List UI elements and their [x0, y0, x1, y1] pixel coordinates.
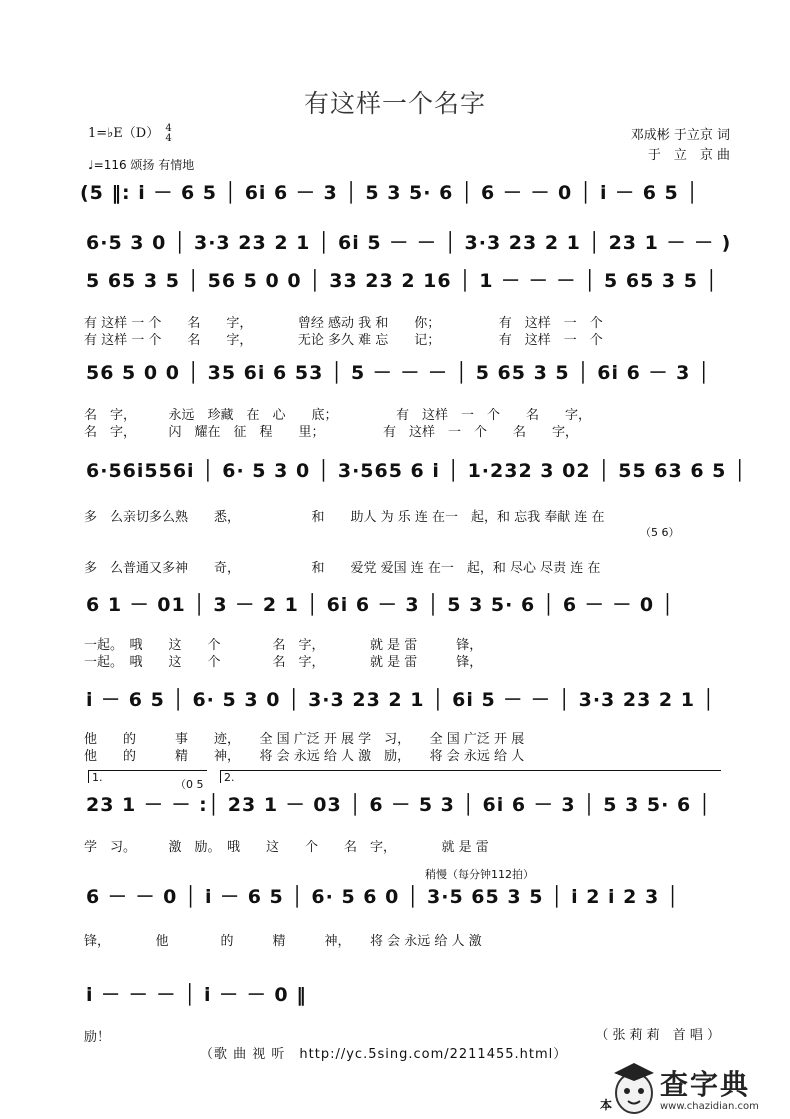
- time-top: 4: [165, 122, 172, 134]
- site-mark: 本: [600, 1098, 613, 1112]
- notation-row-1: (5 ‖: i － 6 5 │ 6i 6 － 3 │ 5 3 5· 6 │ 6 － － 0 │ i － 6 5 │: [80, 182, 699, 204]
- volta-1-label: 1.: [92, 771, 103, 784]
- lyric-line: 名 字， 永远 珍藏 在 心 底； 有 这样 一 个 名 字，: [84, 408, 592, 423]
- notation-row-4: 56 5 0 0 │ 35 6i 6 53 │ 5 － － － │ 5 65 3 5 │ 6i 6 － 3 │: [86, 362, 711, 384]
- time-bottom: 4: [165, 132, 172, 144]
- volta-2-bracket: [220, 770, 721, 783]
- logo-text: 查字典: [660, 1068, 751, 1101]
- tempo-change: 稍慢（每分钟112拍）: [425, 868, 534, 881]
- notation-row-8: 23 1 － － :│ 23 1 － 03 │ 6 － 5 3 │ 6i 6 － 3 │ 5 3 5· 6 │: [86, 794, 712, 816]
- volta-note: （0 5: [175, 778, 204, 791]
- tempo-marking: ♩=116 颂扬 有情地: [88, 158, 195, 172]
- notation-row-5: 6·56i556i │ 6· 5 3 0 │ 3·565 6 i │ 1·232 3 02 │ 55 63 6 5 │: [86, 460, 747, 482]
- composer: 于 立 京 曲: [647, 148, 730, 163]
- lyric-line: 有 这样 一 个 名 字， 无论 多久 难 忘 记； 有 这样 一 个: [84, 333, 603, 348]
- lyric-line: 有 这样 一 个 名 字， 曾经 感动 我 和 你； 有 这样 一 个: [84, 316, 603, 331]
- lyricist: 邓成彬 于立京 词: [630, 128, 730, 143]
- logo-url: www.chazidian.com: [660, 1101, 759, 1112]
- lyric-note: （5 6）: [640, 526, 680, 539]
- lyric-line: 学 习。 激 励。 哦 这 个 名 字， 就 是 雷: [84, 840, 489, 855]
- time-signature: [165, 124, 171, 144]
- lyric-line: 励！: [84, 1030, 111, 1045]
- lyric-line: 一起。 哦 这 个 名 字， 就 是 雷 锋，: [84, 638, 483, 653]
- lyric-line: 锋， 他 的 精 神， 将 会 永远 给 人 激: [84, 934, 482, 949]
- student-mascot-icon: [608, 1059, 660, 1117]
- singer-credit: （ 张 莉 莉 首 唱 ）: [595, 1028, 720, 1043]
- lyric-line: 他 的 精 神， 将 会 永远 给 人 激 励， 将 会 永远 给 人: [84, 749, 525, 764]
- lyric-line: 名 字， 闪 耀在 征 程 里； 有 这样 一 个 名 字，: [84, 425, 579, 440]
- lyric-line: 一起。 哦 这 个 名 字， 就 是 雷 锋，: [84, 655, 483, 670]
- notation-row-9: 6 － － 0 │ i － 6 5 │ 6· 5 6 0 │ 3·5 65 3 5 │ i 2 i 2 3 │: [86, 886, 680, 908]
- notation-row-6: 6 1 － 01 │ 3 － 2 1 │ 6i 6 － 3 │ 5 3 5· 6 │ 6 － － 0 │: [86, 594, 675, 616]
- lyric-line: 多 么亲切多么熟 悉， 和 助人 为 乐 连 在一 起，和 忘我 奉献 连 在: [84, 510, 605, 525]
- key-text: 1=♭E（D）: [88, 126, 160, 141]
- key-signature: [88, 122, 172, 144]
- lyric-line: 他 的 事 迹， 全 国 广泛 开 展 学 习， 全 国 广泛 开 展: [84, 732, 525, 747]
- notation-row-7: i － 6 5 │ 6· 5 3 0 │ 3·3 23 2 1 │ 6i 5 － － │ 3·3 23 2 1 │: [86, 689, 716, 711]
- notation-row-10: i － － － │ i － － 0 ‖: [86, 984, 307, 1006]
- notation-row-3: 5 65 3 5 │ 56 5 0 0 │ 33 23 2 16 │ 1 － － － │ 5 65 3 5 │: [86, 270, 719, 292]
- volta-2-label: 2.: [224, 771, 235, 784]
- song-title: 有这样一个名字: [303, 89, 486, 118]
- listen-link[interactable]: （歌 曲 视 听 http://yc.5sing.com/2211455.html）: [200, 1047, 568, 1062]
- notation-row-2: 6·5 3 0 │ 3·3 23 2 1 │ 6i 5 － － │ 3·3 23 2 1 │ 23 1 － － ): [86, 232, 732, 254]
- site-logo[interactable]: [600, 1057, 790, 1119]
- lyric-line: 多 么普通又多神 奇， 和 爱党 爱国 连 在一 起，和 尽心 尽责 连 在: [84, 561, 601, 576]
